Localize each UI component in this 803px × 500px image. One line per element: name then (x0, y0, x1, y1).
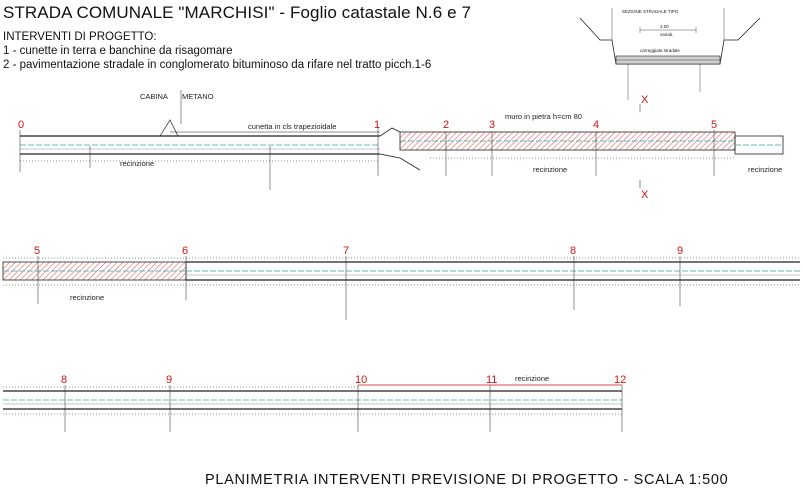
section-width-note: variab. (660, 32, 674, 37)
drawing-caption: PLANIMETRIA INTERVENTI PREVISIONE DI PROGETTO - SCALA 1:500 (205, 472, 729, 488)
intervention-2: 2 - pavimentazione stradale in conglomerato bituminoso da rifare nel tratto picch.1-6 (3, 59, 432, 71)
cabina-label: CABINA (140, 92, 168, 101)
picchetto-7: 7 (343, 245, 350, 257)
picchetto-9b: 9 (166, 374, 173, 386)
picchetto-5: 5 (711, 119, 718, 131)
picchetto-12: 12 (614, 374, 627, 386)
recinzione-label-1a: recinzione (120, 159, 155, 168)
strip-1 (18, 90, 783, 201)
picchetto-4: 4 (593, 119, 600, 131)
picchetto-5b: 5 (34, 245, 41, 257)
recinzione-label-1c: recinzione (748, 165, 783, 174)
interventions-heading: INTERVENTI DI PROGETTO: (3, 31, 157, 43)
drawing-title: STRADA COMUNALE "MARCHISI" - Foglio catastale N.6 e 7 (3, 3, 472, 22)
picchetto-1: 1 (374, 119, 381, 131)
strip-2 (3, 245, 800, 320)
section-width: 3.00 (660, 24, 669, 29)
picchetto-9: 9 (677, 245, 684, 257)
cunetta-label: cunetta in cls trapezioidale (248, 122, 337, 131)
recinzione-label-2: recinzione (70, 293, 105, 302)
muro-label: muro in pietra h=cm 80 (505, 112, 582, 121)
picchetto-10: 10 (355, 374, 368, 386)
strip-3 (3, 374, 626, 432)
recinzione-label-3: recinzione (515, 374, 550, 383)
picchetto-8: 8 (570, 245, 577, 257)
x-marker-bottom: X (641, 189, 649, 201)
picchetto-8b: 8 (61, 374, 68, 386)
picchetto-2: 2 (443, 119, 450, 131)
x-marker-top: X (641, 94, 649, 106)
recinzione-label-1b: recinzione (533, 165, 568, 174)
picchetto-0: 0 (18, 119, 25, 131)
picchetto-11: 11 (486, 374, 498, 386)
typical-section (580, 8, 760, 100)
picchetto-6: 6 (182, 245, 189, 257)
metano-label: METANO (182, 92, 214, 101)
intervention-1: 1 - cunette in terra e banchine da risagomare (3, 45, 233, 57)
section-carriageway: carreggiata stradale (640, 48, 680, 53)
section-title: SEZIONE STRADALE TIPO (622, 9, 679, 14)
picchetto-3: 3 (489, 119, 496, 131)
